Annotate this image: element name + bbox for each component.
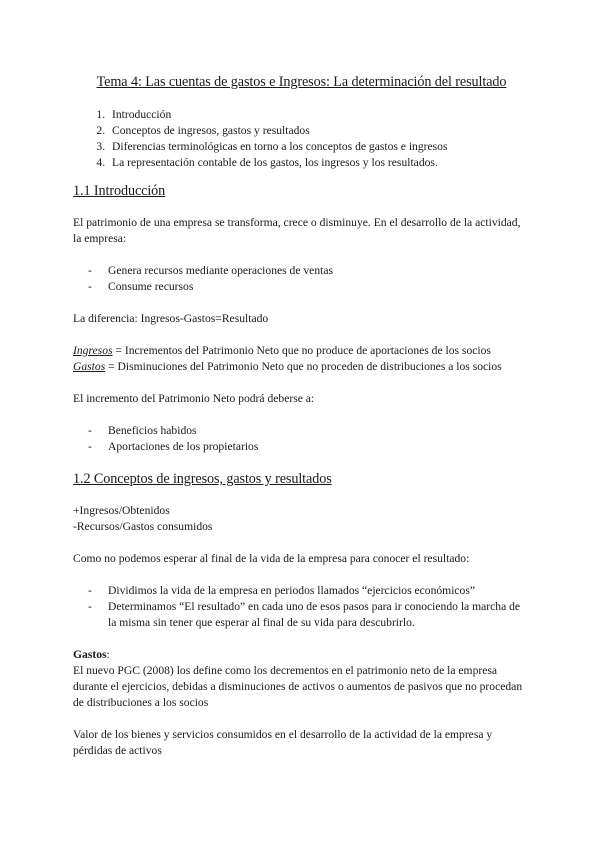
incremento-bullet-list bbox=[73, 423, 530, 455]
index-item: 1. Introducción bbox=[108, 107, 530, 123]
gastos-label: Gastos bbox=[73, 648, 107, 661]
gastos-term: Gastos bbox=[73, 360, 106, 373]
como-paragraph: Como no podemos esperar al final de la vida de la empresa para conocer el resultado: bbox=[73, 552, 470, 565]
list-item: - Determinamos “El resultado” en cada uno de esos pasos para ir conociendo la marcha de la misma sin tener que esperar al final de su vida para descubrirlo. bbox=[73, 599, 530, 631]
recursos-line: -Recursos/Gastos consumidos bbox=[73, 520, 213, 533]
topic-index bbox=[73, 107, 530, 171]
index-item: 4. La representación contable de los gastos, los ingresos y los resultados. bbox=[108, 155, 530, 171]
ingresos-definition: = Incrementos del Patrimonio Neto que no produce de aportaciones de los socios bbox=[112, 344, 491, 357]
ingresos-recursos-block bbox=[73, 503, 530, 535]
intro-bullet-list bbox=[73, 263, 530, 295]
definitions-block bbox=[73, 343, 530, 375]
list-item: - Genera recursos mediante operaciones de ventas bbox=[73, 263, 530, 279]
incremento-paragraph: El incremento del Patrimonio Neto podrá deberse a: bbox=[73, 392, 315, 405]
gastos-label-colon: : bbox=[106, 648, 110, 661]
diferencia-paragraph: La diferencia: Ingresos-Gastos=Resultado bbox=[73, 312, 269, 325]
ejercicios-bullet-list bbox=[73, 583, 530, 631]
intro-paragraph: El patrimonio de una empresa se transforma, crece o disminuye. En el desarrollo de la actividad, la empresa: bbox=[73, 216, 521, 245]
valor-paragraph: Valor de los bienes y servicios consumidos en el desarrollo de la actividad de la empresa y pérdidas de activos bbox=[73, 728, 493, 757]
list-item: - Dividimos la vida de la empresa en periodos llamados “ejercicios económicos” bbox=[73, 583, 530, 599]
ingresos-line: +Ingresos/Obtenidos bbox=[73, 504, 170, 517]
list-item: - Aportaciones de los propietarios bbox=[73, 439, 530, 455]
gastos-definition: = Disminuciones del Patrimonio Neto que no proceden de distribuciones a los socios bbox=[105, 360, 502, 373]
section-heading-conceptos: 1.2 Conceptos de ingresos, gastos y resultados bbox=[73, 471, 332, 487]
document-title: Tema 4: Las cuentas de gastos e Ingresos: La determinación del resultado bbox=[96, 74, 507, 90]
pgc-paragraph: El nuevo PGC (2008) los define como los decrementos en el patrimonio neto de la empresa durante el ejercicios, debidas a disminuciones de activos o aumentos de pasivos que no procedan de distribuciones a los socios bbox=[73, 664, 523, 709]
gastos-label-line bbox=[73, 647, 530, 663]
list-item: - Consume recursos bbox=[73, 279, 530, 295]
index-item: 3. Diferencias terminológicas en torno a los conceptos de gastos e ingresos bbox=[108, 139, 530, 155]
list-item: - Beneficios habidos bbox=[73, 423, 530, 439]
section-heading-introduccion: 1.1 Introducción bbox=[73, 183, 166, 199]
index-item: 2. Conceptos de ingresos, gastos y resultados bbox=[108, 123, 530, 139]
ingresos-term: Ingresos bbox=[73, 344, 113, 357]
